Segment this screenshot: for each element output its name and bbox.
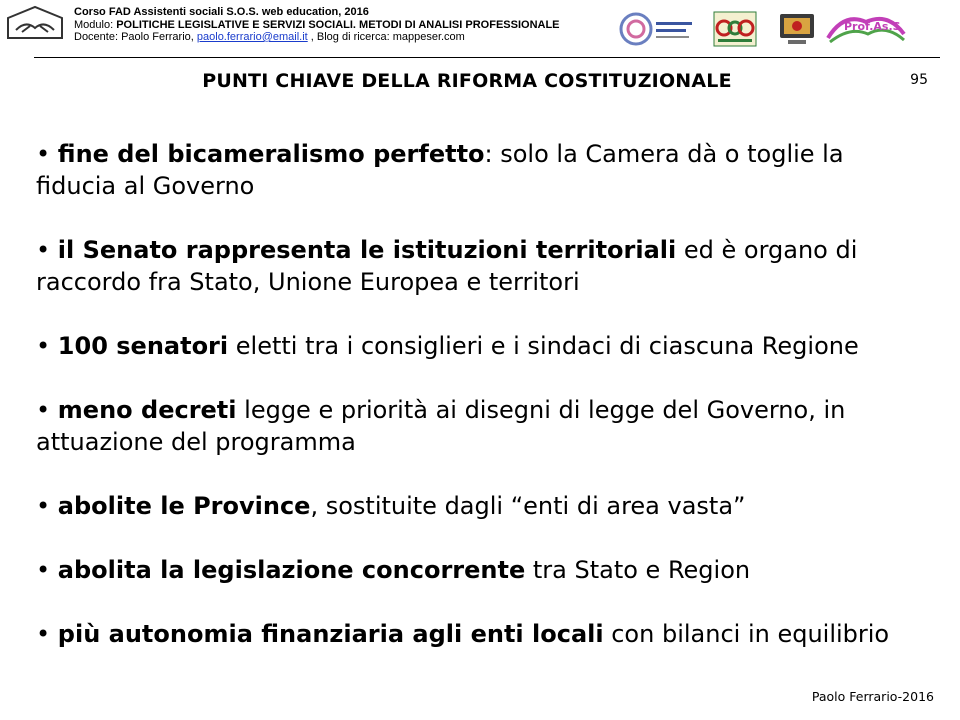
- bullet-bold: il Senato rappresenta le istituzioni territoriali: [57, 236, 677, 264]
- bullet-dot-icon: •: [36, 492, 58, 520]
- bullet-item: [36, 138, 931, 202]
- bullet-dot-icon: •: [36, 620, 58, 648]
- bullet-text: : solo la Camera dà o toglie la fiducia al Governo: [36, 140, 844, 200]
- page-number: 95: [910, 72, 928, 88]
- bullet-item: [36, 554, 931, 586]
- bullet-bold: abolita la legislazione concorrente: [57, 556, 526, 584]
- bullet-bold: 100 senatori: [57, 332, 229, 360]
- bullet-dot-icon: •: [36, 556, 58, 584]
- teacher-suffix: , Blog di ricerca: mappeser.com: [307, 31, 465, 43]
- bullet-item: [36, 234, 931, 298]
- bullet-dot-icon: •: [36, 396, 58, 424]
- bullet-text: legge e priorità ai disegni di legge del Governo, in attuazione del programma: [36, 396, 846, 456]
- teacher-prefix: Docente: Paolo Ferrario,: [74, 31, 197, 43]
- bullet-bold: fine del bicameralismo perfetto: [57, 140, 485, 168]
- prof-ass-logo-icon: [824, 8, 908, 50]
- module-prefix: Modulo:: [74, 18, 117, 31]
- bullet-dot-icon: •: [36, 332, 58, 360]
- handshake-logo-icon: [4, 4, 66, 44]
- slide-title: PUNTI CHIAVE DELLA RIFORMA COSTITUZIONALE: [202, 70, 732, 92]
- course-header: [74, 6, 614, 44]
- course-module: [74, 19, 614, 32]
- bullet-item: [36, 618, 931, 650]
- header-divider: [34, 57, 940, 58]
- bullet-text: eletti tra i consiglieri e i sindaci di ciascuna Regione: [228, 332, 859, 360]
- course-teacher: [74, 31, 614, 44]
- bullet-text: con bilanci in equilibrio: [603, 620, 890, 648]
- bullet-dot-icon: •: [36, 236, 58, 264]
- bullet-bold: più autonomia finanziaria agli enti locali: [57, 620, 604, 648]
- bullet-bold: meno decreti: [57, 396, 237, 424]
- module-name: POLITICHE LEGISLATIVE E SERVIZI SOCIALI. METODI DI ANALISI PROFESSIONALE: [116, 18, 560, 31]
- teacher-email-link[interactable]: paolo.ferrario@email.it: [196, 31, 308, 43]
- bullet-text: ed è organo di raccordo fra Stato, Unione Europea e territori: [36, 236, 858, 296]
- bullet-bold: abolite le Province: [57, 492, 311, 520]
- slide-footer: Paolo Ferrario-2016: [811, 689, 934, 704]
- bullet-list: [36, 138, 931, 682]
- course-title: Corso FAD Assistenti sociali S.O.S. web education, 2016: [74, 6, 369, 18]
- bullet-item: [36, 394, 931, 458]
- bullet-item: [36, 490, 931, 522]
- studio-professionale-logo-icon: [618, 8, 696, 50]
- sos-logo-icon: [712, 8, 758, 50]
- bullet-text: tra Stato e Region: [525, 556, 751, 584]
- prof-ass-logo-text: Prof.As.S: [844, 20, 901, 33]
- bullet-text: , sostituite dagli “enti di area vasta”: [310, 492, 746, 520]
- sos-computer-logo-icon: [776, 8, 818, 50]
- bullet-item: [36, 330, 931, 362]
- bullet-dot-icon: •: [36, 140, 58, 168]
